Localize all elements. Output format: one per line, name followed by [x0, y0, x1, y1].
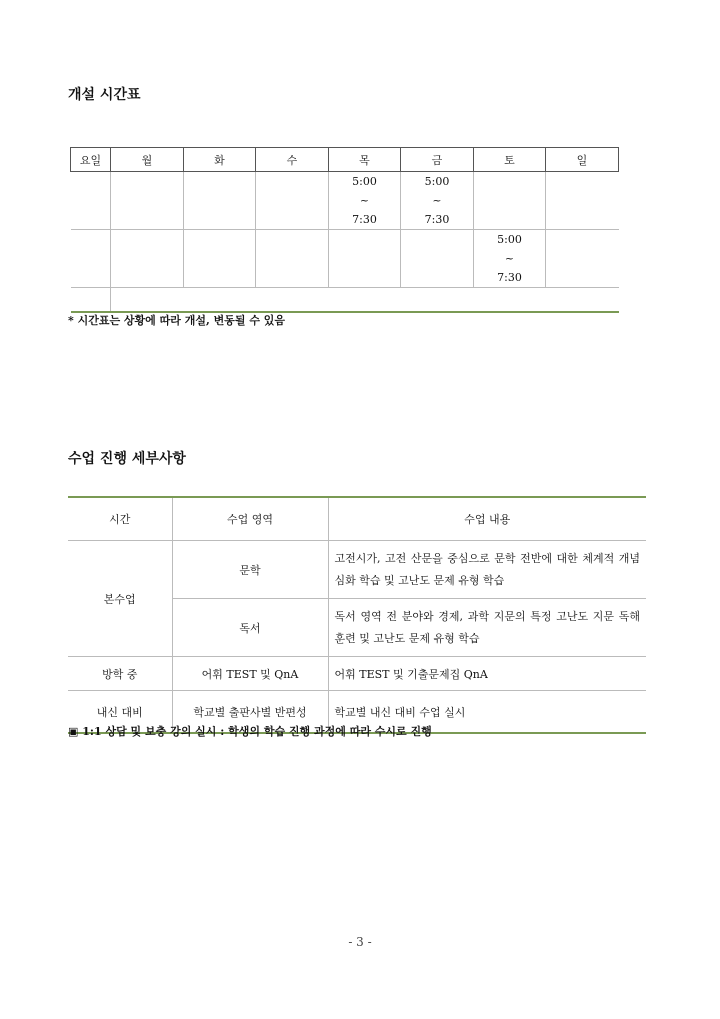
details-row — [68, 657, 646, 691]
content-cell: 고전시가, 고전 산문을 중심으로 문학 전반에 대한 체계적 개념 심화 학습 및 고난도 문제 유형 학습 — [328, 541, 646, 599]
header-fri: 금 — [401, 148, 474, 172]
area-cell: 어휘 TEST 및 QnA — [172, 657, 328, 691]
time-cell: 본수업 — [68, 541, 172, 657]
counseling-note-text: 1:1 상담 및 보충 강의 실시 : 학생의 학습 진행 과정에 따라 수시로 진행 — [82, 725, 432, 738]
header-mon: 월 — [111, 148, 184, 172]
content-cell: 학교별 내신 대비 수업 실시 — [328, 691, 646, 734]
day-label-cell — [71, 230, 111, 288]
schedule-row — [71, 230, 619, 288]
empty-cell — [256, 230, 329, 288]
sat-time-slot — [474, 230, 546, 288]
header-day-label: 요일 — [71, 148, 111, 172]
slot-start: 5:00 — [497, 233, 522, 246]
slot-end: 7:30 — [497, 271, 522, 284]
schedule-row — [71, 288, 619, 313]
slot-end: 7:30 — [424, 213, 450, 226]
slot-sep: ~ — [432, 194, 442, 207]
schedule-header-row — [71, 148, 619, 172]
day-label-cell — [71, 172, 111, 230]
page-number: - 3 - — [348, 935, 372, 949]
empty-cell — [546, 230, 619, 288]
header-sun: 일 — [546, 148, 619, 172]
square-bullet-icon: ▣ — [68, 725, 79, 738]
slot-start: 5:00 — [424, 175, 450, 188]
header-thu: 목 — [329, 148, 401, 172]
empty-cell — [184, 172, 256, 230]
empty-cell — [546, 172, 619, 230]
empty-cell — [111, 230, 184, 288]
empty-cell — [111, 172, 184, 230]
details-section-title: 수업 진행 세부사항 — [68, 451, 186, 467]
area-cell: 학교별 출판사별 반편성 — [172, 691, 328, 734]
schedule-section-title: 개설 시간표 — [68, 87, 141, 103]
day-label-cell — [71, 288, 111, 313]
slot-sep: ~ — [359, 194, 370, 207]
schedule-table — [70, 147, 619, 313]
area-cell: 문학 — [172, 541, 328, 599]
schedule-note: * 시간표는 상황에 따라 개설, 변동될 수 있음 — [68, 314, 286, 327]
time-cell: 내신 대비 — [68, 691, 172, 734]
empty-cell — [256, 172, 329, 230]
thu-time-slot — [329, 172, 401, 230]
details-table — [68, 496, 646, 734]
header-sat: 토 — [474, 148, 546, 172]
empty-cell — [401, 230, 474, 288]
empty-cell — [184, 230, 256, 288]
details-header-row — [68, 497, 646, 541]
details-row — [68, 541, 646, 599]
fri-time-slot — [401, 172, 474, 230]
empty-cell — [329, 230, 401, 288]
empty-cell — [111, 288, 619, 313]
area-cell: 독서 — [172, 599, 328, 657]
content-cell: 어휘 TEST 및 기출문제집 QnA — [328, 657, 646, 691]
time-cell: 방학 중 — [68, 657, 172, 691]
content-cell: 독서 영역 전 분야와 경제, 과학 지문의 특정 고난도 지문 독해 훈련 및 고난도 문제 유형 학습 — [328, 599, 646, 657]
header-time: 시간 — [68, 497, 172, 541]
header-wed: 수 — [256, 148, 329, 172]
header-area: 수업 영역 — [172, 497, 328, 541]
schedule-row — [71, 172, 619, 230]
slot-end: 7:30 — [352, 213, 377, 226]
counseling-note — [68, 723, 432, 739]
header-content: 수업 내용 — [328, 497, 646, 541]
empty-cell — [474, 172, 546, 230]
header-tue: 화 — [184, 148, 256, 172]
slot-sep: ~ — [504, 252, 515, 265]
slot-start: 5:00 — [352, 175, 377, 188]
